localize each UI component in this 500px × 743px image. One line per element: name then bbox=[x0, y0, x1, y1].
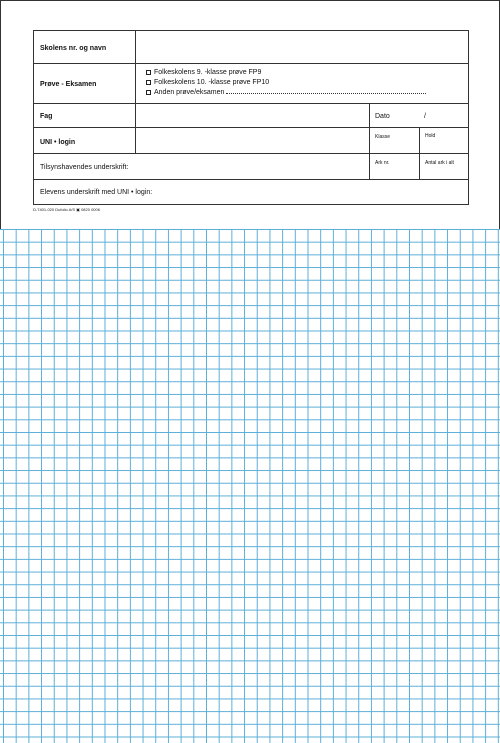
supervisor-row bbox=[34, 154, 468, 180]
form-id-text: 0820 0006 bbox=[81, 207, 100, 212]
divider bbox=[135, 64, 136, 103]
subject-label: Fag bbox=[40, 113, 53, 120]
form-code bbox=[33, 207, 100, 212]
exam-header-form bbox=[33, 30, 469, 205]
school-field[interactable] bbox=[136, 31, 468, 63]
student-signature-label: Elevens underskrift med UNI • login: bbox=[40, 189, 153, 196]
class-label: Klasse bbox=[375, 134, 391, 140]
uni-login-label: UNI • login bbox=[40, 139, 76, 146]
checkbox-other[interactable] bbox=[146, 90, 151, 95]
student-signature-field[interactable] bbox=[194, 180, 468, 204]
subject-row bbox=[34, 104, 468, 128]
divider bbox=[369, 104, 370, 127]
exam-row bbox=[34, 64, 468, 104]
printer-icon: ▣ bbox=[76, 207, 80, 212]
option-other-label: Anden prøve/eksamen bbox=[154, 89, 225, 96]
option-fp10[interactable] bbox=[146, 78, 269, 87]
option-other[interactable] bbox=[146, 88, 426, 97]
date-label: Dato bbox=[375, 113, 390, 120]
uni-login-field[interactable] bbox=[136, 128, 368, 153]
other-exam-line[interactable] bbox=[226, 93, 426, 94]
supervisor-signature-field[interactable] bbox=[154, 154, 368, 179]
divider bbox=[419, 154, 420, 179]
form-code-text: D-7401-020 Dufolio A/S bbox=[33, 207, 76, 212]
total-sheets-label: Antal ark i alt bbox=[425, 160, 454, 166]
subject-field[interactable] bbox=[136, 104, 368, 127]
option-fp9-label: Folkeskolens 9. -klasse prøve FP9 bbox=[154, 69, 262, 76]
team-label: Hold bbox=[425, 133, 436, 139]
school-label: Skolens nr. og navn bbox=[40, 45, 107, 52]
option-fp10-label: Folkeskolens 10. -klasse prøve FP10 bbox=[154, 79, 270, 86]
divider bbox=[369, 128, 370, 153]
divider bbox=[369, 154, 370, 179]
uni-login-row bbox=[34, 128, 468, 154]
date-separator: / bbox=[424, 113, 426, 120]
school-row bbox=[34, 31, 468, 64]
supervisor-signature-label: Tilsynshavendes underskrift: bbox=[40, 164, 129, 171]
option-fp9[interactable] bbox=[146, 68, 261, 77]
checkbox-fp10[interactable] bbox=[146, 80, 151, 85]
checkbox-fp9[interactable] bbox=[146, 70, 151, 75]
sheet-no-label: Ark nr. bbox=[375, 160, 390, 166]
divider bbox=[419, 128, 420, 153]
exam-label: Prøve - Eksamen bbox=[40, 81, 97, 88]
graph-paper-grid[interactable] bbox=[0, 229, 500, 743]
student-signature-row bbox=[34, 180, 468, 204]
